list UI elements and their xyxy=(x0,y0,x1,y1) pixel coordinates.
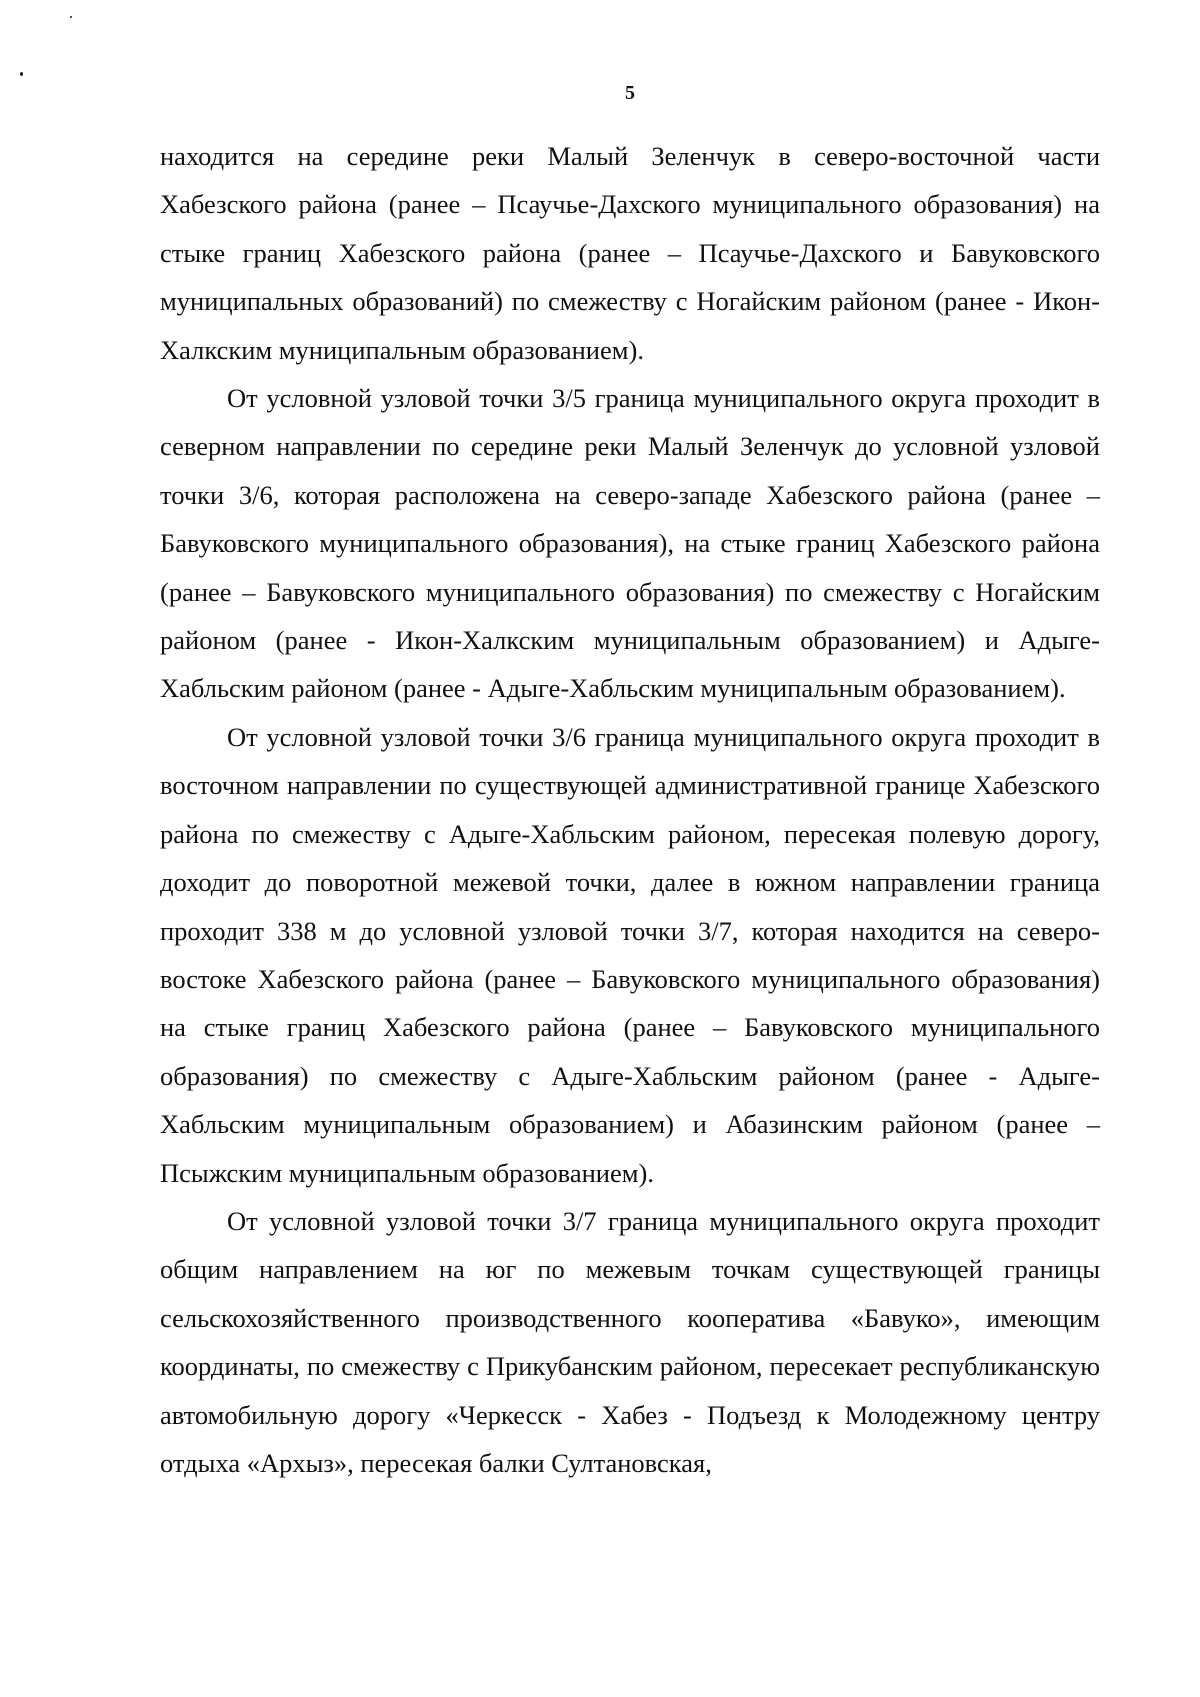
paragraph-3: От условной узловой точки 3/6 граница муниципального округа проходит в восточном направлении по существующей административной границе Хабезского района по смежеству с Адыге-Хабльским районом, пересекая полевую дорогу, доходит до поворотной межевой точки, далее в южном направлении граница проходит 338 м до условной узловой точки 3/7, которая находится на северо-востоке Хабезского района (ранее – Бавуковского муниципального образования) на стыке границ Хабезского района (ранее – Бавуковского муниципального образования) по смежеству с Адыге-Хабльским районом (ранее - Адыге-Хабльским муниципальным образованием) и Абазинским районом (ранее – Псыжским муниципальным образованием). xyxy=(160,721,1100,1188)
page-number: 5 xyxy=(625,82,635,104)
paragraph-2: От условной узловой точки 3/5 граница муниципального округа проходит в северном направлении по середине реки Малый Зеленчук до условной узловой точки 3/6, которая расположена на северо-западе Хабезского района (ранее – Бавуковского муниципального образования), на стыке границ Хабезского района (ранее – Бавуковского муниципального образования) по смежеству с Ногайским районом (ранее - Икон-Халкским муниципальным образованием) и Адыге-Хабльским районом (ранее - Адыге-Хабльским муниципальным образованием). xyxy=(160,383,1100,704)
paragraph-1: находится на середине реки Малый Зеленчук в северо-восточной части Хабезского района (ранее – Псаучье-Дахского муниципального образования) на стыке границ Хабезского района (ранее – Псаучье-Дахского и Бавуковского муниципальных образований) по смежеству с Ногайским районом (ранее - Икон-Халкским муниципальным образованием). xyxy=(160,141,1100,365)
scan-speck xyxy=(70,16,72,18)
paragraph-4: От условной узловой точки 3/7 граница муниципального округа проходит общим направлением на юг по межевым точкам существующей границы сельскохозяйственного производственного кооператива «Бавуко», имеющим координаты, по смежеству с Прикубанским районом, пересекает республиканскую автомобильную дорогу «Черкесск - Хабез - Подъезд к Молодежному центру отдыха «Архыз», пересекая балки Султановская, xyxy=(160,1205,1100,1478)
document-body xyxy=(160,132,1100,1487)
scan-speck xyxy=(20,72,23,76)
